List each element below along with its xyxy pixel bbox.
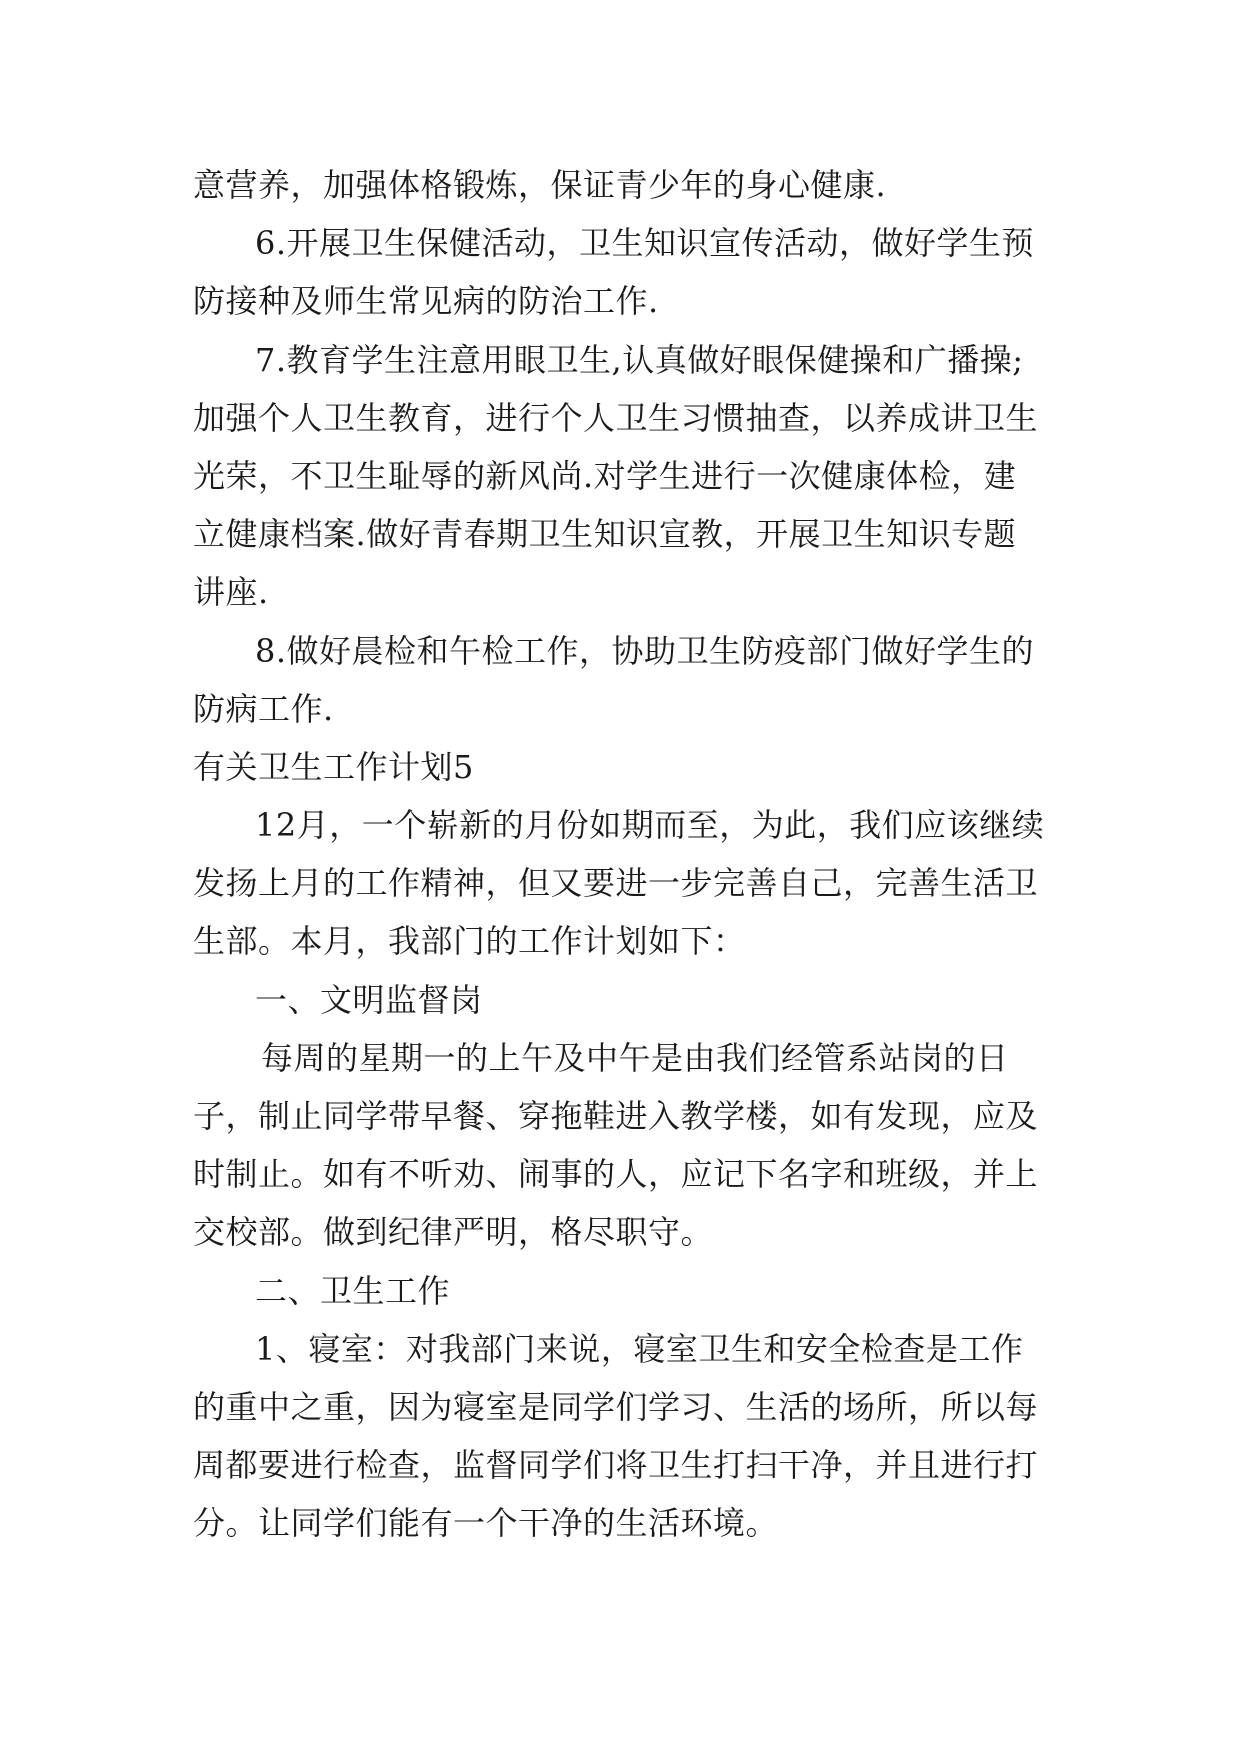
text-line: 分。让同学们能有一个干净的生活环境。 <box>193 1504 779 1542</box>
text-line: 每周的星期一的上午及中午是由我们经管系站岗的日 <box>261 1039 1009 1077</box>
text-line: 1、寝室：对我部门来说，寝室卫生和安全检查是工作 <box>255 1330 1024 1368</box>
text-line: 的重中之重，因为寝室是同学们学习、生活的场所，所以每 <box>193 1388 1039 1426</box>
text-line: 防病工作. <box>193 690 334 728</box>
section-title: 有关卫生工作计划5 <box>193 748 474 786</box>
text-line: 交校部。做到纪律严明，格尽职守。 <box>193 1213 714 1251</box>
text-line: 意营养，加强体格锻炼，保证青少年的身心健康. <box>193 166 887 204</box>
subheading: 一、文明监督岗 <box>255 981 483 1019</box>
text-line: 加强个人卫生教育，进行个人卫生习惯抽查，以养成讲卫生 <box>193 399 1039 437</box>
text-line: 时制止。如有不听劝、闹事的人，应记下名字和班级，并上 <box>193 1155 1039 1193</box>
text-line: 12月，一个崭新的月份如期而至，为此，我们应该继续 <box>255 806 1045 844</box>
text-line: 光荣，不卫生耻辱的新风尚.对学生进行一次健康体检，建 <box>193 457 1017 495</box>
text-line: 防接种及师生常见病的防治工作. <box>193 282 659 320</box>
text-line: 周都要进行检查，监督同学们将卫生打扫干净，并且进行打 <box>193 1446 1039 1484</box>
text-line: 讲座. <box>193 573 269 611</box>
text-line: 8.做好晨检和午检工作，协助卫生防疫部门做好学生的 <box>255 632 1035 670</box>
text-line: 立健康档案.做好青春期卫生知识宣教，开展卫生知识专题 <box>193 515 1017 553</box>
text-line: 子，制止同学带早餐、穿拖鞋进入教学楼，如有发现，应及 <box>193 1097 1039 1135</box>
text-line: 6.开展卫生保健活动，卫生知识宣传活动，做好学生预 <box>255 224 1035 262</box>
text-line: 7.教育学生注意用眼卫生,认真做好眼保健操和广播操; <box>255 341 1024 379</box>
text-line: 生部。本月，我部门的工作计划如下： <box>193 922 746 960</box>
text-line: 发扬上月的工作精神，但又要进一步完善自己，完善生活卫 <box>193 864 1039 902</box>
subheading: 二、卫生工作 <box>255 1272 451 1310</box>
